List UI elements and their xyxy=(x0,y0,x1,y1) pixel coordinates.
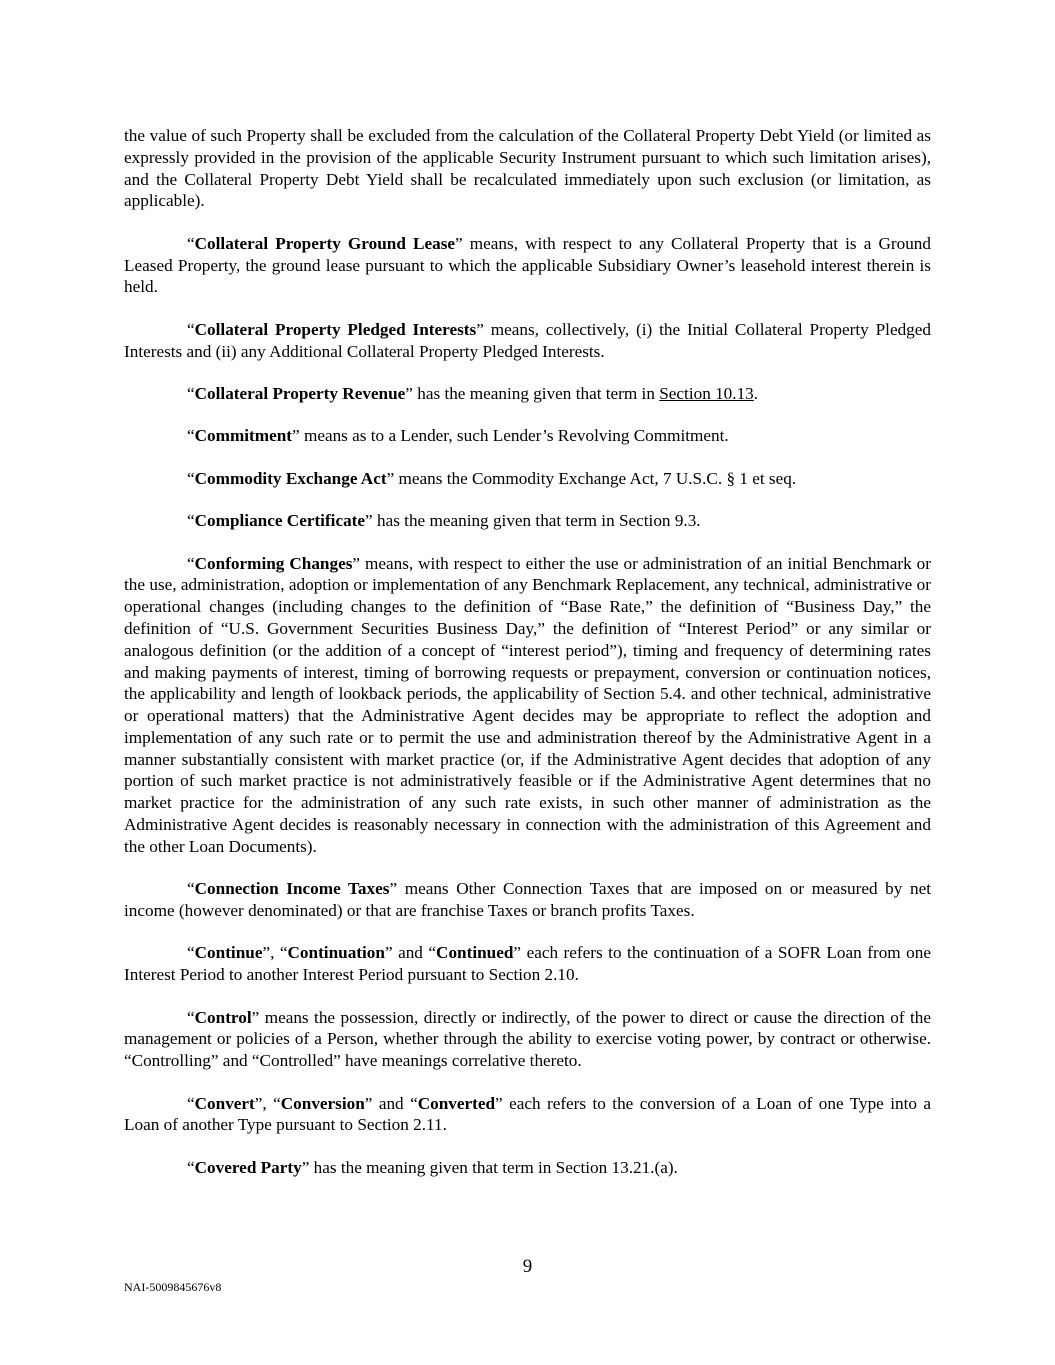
defined-term: Converted xyxy=(417,1093,496,1113)
defined-term: Convert xyxy=(194,1093,255,1113)
close-quote: ” xyxy=(513,943,522,963)
defined-term: Conforming Changes xyxy=(194,553,353,573)
definition-connection-income-taxes xyxy=(124,878,931,922)
definition-text: means as to a Lender, such Lender’s Revolving Commitment. xyxy=(299,426,729,446)
defined-term: Covered Party xyxy=(194,1157,302,1177)
close-quote: ” xyxy=(365,511,373,531)
document-id: NAI-5009845676v8 xyxy=(124,1280,222,1294)
definition-text: has the meaning given that term in Section 9.3. xyxy=(372,511,701,531)
definition-text: means, with respect to either the use or administration of an initial Benchmark or the use, administration, adoption or implementation of any Benchmark Replacement, any technical, administrative or operational changes (including changes to the definition of “Base Rate,” the definition of “Business Day,” the definition of “U.S. Government Securities Business Day,” the definition of “Interest Period” or any similar or analogous definition (or the addition of a concept of “interest period”), timing and frequency of determining rates and making payments of interest, timing of borrowing requests or prepayment, conversion or continuation notices, the applicability and length of lookback periods, the applicability of Section 5.4. and other technical, administrative or operational matters) that the Administrative Agent decides may be appropriate to reflect the adoption and implementation of any such rate or to permit the use and administration thereof by the Administrative Agent in a manner substantially consistent with market practice (or, if the Administrative Agent decides that adoption of any portion of such market practice is not administratively feasible or if the Administrative Agent determines that no market practice for the administration of any such rate exists, in such other manner of administration as the Administrative Agent decides is reasonably necessary in connection with the administration of this Agreement and the other Loan Documents). xyxy=(124,553,931,856)
definition-text: means the possession, directly or indirectly, of the power to direct or cause the direction of the management or policies of a Person, whether through the ability to exercise voting power, by contract or otherwise. “Controlling” and “Controlled” have meanings correlative thereto. xyxy=(124,1007,931,1071)
definition-collateral-property-revenue xyxy=(124,383,931,405)
open-quote: “ xyxy=(187,383,195,403)
definition-continue xyxy=(124,942,931,986)
close-quote: ” xyxy=(292,426,300,446)
definition-text: each refers to the continuation of a SOFR Loan from one Interest Period to another Interest Period pursuant to Section 2.10. xyxy=(124,943,931,985)
close-quote: ” xyxy=(495,1093,503,1113)
definition-commodity-exchange-act xyxy=(124,468,931,490)
open-quote: “ xyxy=(187,1157,195,1177)
open-quote: “ xyxy=(187,511,195,531)
defined-term: Collateral Property Pledged Interests xyxy=(194,319,477,339)
definition-text: means Other Connection Taxes that are imposed on or measured by net income (however denominated) or that are franchise Taxes or branch profits Taxes. xyxy=(124,879,931,921)
close-quote: ” xyxy=(389,879,398,899)
definition-convert xyxy=(124,1093,931,1137)
defined-term: Commitment xyxy=(194,426,293,446)
definition-text: means, with respect to any Collateral Property that is a Ground Leased Property, the ground lease pursuant to which the applicable Subsidiary Owner’s leasehold interest therein is held. xyxy=(124,233,931,297)
definition-text: has the meaning given that term in xyxy=(412,383,660,403)
defined-term: Compliance Certificate xyxy=(194,511,366,531)
close-quote: ” xyxy=(476,319,484,339)
close-quote: ” xyxy=(352,553,361,573)
defined-term: Collateral Property Ground Lease xyxy=(194,233,456,253)
open-quote: “ xyxy=(187,319,195,339)
defined-term: Connection Income Taxes xyxy=(194,879,390,899)
section-10-13-link[interactable]: Section 10.13 xyxy=(659,383,754,403)
definition-collateral-property-ground-lease xyxy=(124,233,931,298)
close-quote: ” xyxy=(455,233,463,253)
definition-text-end: . xyxy=(753,383,759,403)
open-quote: “ xyxy=(187,468,195,488)
defined-term: Continued xyxy=(436,943,514,963)
defined-term: Commodity Exchange Act xyxy=(194,468,387,488)
defined-term: Continue xyxy=(194,943,263,963)
open-quote: “ xyxy=(187,879,195,899)
term-separator: ”, “ xyxy=(262,943,288,963)
definition-collateral-property-pledged-interests xyxy=(124,319,931,363)
document-body xyxy=(124,125,931,1199)
defined-term: Conversion xyxy=(280,1093,365,1113)
open-quote: “ xyxy=(187,426,195,446)
open-quote: “ xyxy=(187,943,195,963)
open-quote: “ xyxy=(187,1093,195,1113)
close-quote: ” xyxy=(301,1157,310,1177)
term-separator: ” and “ xyxy=(364,1093,418,1113)
continuation-paragraph xyxy=(124,125,931,212)
open-quote: “ xyxy=(187,1007,195,1027)
continuation-text: the value of such Property shall be excluded from the calculation of the Collateral Property Debt Yield (or limited as expressly provided in the provision of the applicable Security Instrument pursuant to which such limitation arises), and the Collateral Property Debt Yield shall be recalculated immediately upon such exclusion (or limitation, as applicable). xyxy=(124,126,931,211)
definition-text: means the Commodity Exchange Act, 7 U.S.C. § 1 et seq. xyxy=(394,468,797,488)
definition-control xyxy=(124,1007,931,1072)
term-separator: ” and “ xyxy=(384,943,437,963)
definition-commitment xyxy=(124,425,931,447)
open-quote: “ xyxy=(187,553,195,573)
term-separator: ”, “ xyxy=(254,1093,281,1113)
defined-term: Continuation xyxy=(287,943,385,963)
open-quote: “ xyxy=(187,233,195,253)
close-quote: ” xyxy=(405,383,413,403)
definition-conforming-changes xyxy=(124,553,931,858)
definition-text: each refers to the conversion of a Loan of one Type into a Loan of another Type pursuant to Section 2.11. xyxy=(124,1093,931,1135)
defined-term: Control xyxy=(194,1007,252,1027)
page-number: 9 xyxy=(522,1256,533,1277)
definition-text: means, collectively, (i) the Initial Collateral Property Pledged Interests and (ii) any Additional Collateral Property Pledged Interests. xyxy=(124,319,931,361)
defined-term: Collateral Property Revenue xyxy=(194,383,406,403)
close-quote: ” xyxy=(386,468,395,488)
definition-text: has the meaning given that term in Section 13.21.(a). xyxy=(309,1157,678,1177)
definition-covered-party xyxy=(124,1157,931,1179)
close-quote: ” xyxy=(251,1007,260,1027)
definition-compliance-certificate xyxy=(124,510,931,532)
